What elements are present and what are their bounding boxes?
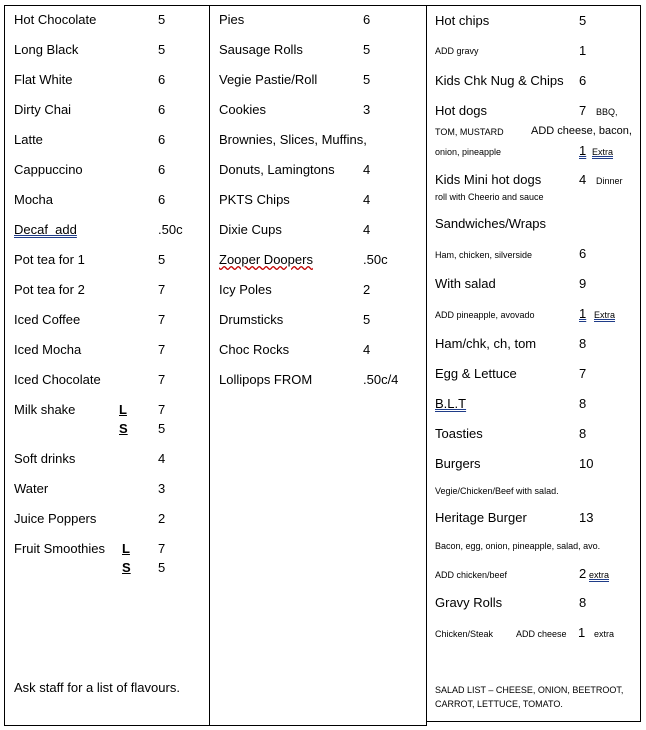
item-price: 5: [158, 252, 166, 267]
kids-nuggets-price: 6: [579, 73, 587, 88]
smoothies-size-small: S: [122, 560, 131, 575]
item-price: 2: [363, 282, 371, 297]
item-name: Hot Chocolate: [14, 12, 97, 27]
item-price: 5: [158, 12, 166, 27]
item-name: PKTS Chips: [219, 192, 290, 207]
item-name: Decaf add: [14, 222, 77, 237]
blt-price: 8: [579, 396, 587, 411]
item-name: Brownies, Slices, Muffins,: [219, 132, 367, 147]
item-price: 5: [363, 312, 371, 327]
item-name: Sausage Rolls: [219, 42, 303, 57]
toasties-price: 8: [579, 426, 587, 441]
hot-dogs-name: Hot dogs: [435, 103, 488, 118]
kids-nuggets-name: Kids Chk Nug & Chips: [435, 73, 564, 88]
smoothies-name: Fruit Smoothies: [14, 541, 106, 556]
burgers-desc: Vegie/Chicken/Beef with salad.: [435, 486, 559, 496]
heritage-burger-price: 13: [579, 510, 594, 525]
item-name: Dixie Cups: [219, 222, 282, 237]
item-name: Mocha: [14, 192, 54, 207]
item-name: Dirty Chai: [14, 102, 72, 117]
item-name: Icy Poles: [219, 282, 272, 297]
item-price: 3: [363, 102, 371, 117]
milkshake-size-large: L: [119, 402, 127, 417]
item-price: 2: [158, 511, 166, 526]
item-name: Flat White: [14, 72, 73, 87]
item-name: Iced Mocha: [14, 342, 82, 357]
add-pineapple-extra-price: 1: [579, 306, 587, 321]
item-price: 7: [158, 282, 166, 297]
burgers-price: 10: [579, 456, 594, 471]
gravy-rolls-price: 8: [579, 595, 587, 610]
hot-chips-price: 5: [579, 13, 587, 28]
item-price: 4: [363, 162, 371, 177]
item-name: Donuts, Lamingtons: [219, 162, 335, 177]
kids-mini-price: 4: [579, 172, 587, 187]
smoothies-price-large: 7: [158, 541, 166, 556]
hot-chips-name: Hot chips: [435, 13, 490, 28]
add-pineapple-label: ADD pineapple, avovado: [435, 310, 535, 320]
item-name: Pot tea for 1: [14, 252, 85, 267]
hot-dogs-sauces: TOM, MUSTARD: [435, 127, 504, 137]
gravy-rolls-name: Gravy Rolls: [435, 595, 503, 610]
item-price: 4: [363, 342, 371, 357]
gravy-rolls-add: ADD cheese: [516, 629, 567, 639]
sandwiches-heading: Sandwiches/Wraps: [435, 216, 547, 231]
hot-dogs-price: 7: [579, 103, 587, 118]
egg-lettuce-name: Egg & Lettuce: [435, 366, 517, 381]
item-name: Cappuccino: [14, 162, 83, 177]
item-price: .50c/4: [363, 372, 399, 387]
egg-lettuce-price: 7: [579, 366, 587, 381]
item-price: 6: [158, 192, 166, 207]
item-name: Vegie Pastie/Roll: [219, 72, 318, 87]
add-pineapple-extra-label: Extra: [594, 310, 616, 320]
item-name: Cookies: [219, 102, 266, 117]
item-price: .50c: [158, 222, 183, 237]
blt-name: B.L.T: [435, 396, 467, 411]
item-price: .50c: [363, 252, 388, 267]
kids-mini-desc: roll with Cheerio and sauce: [435, 192, 544, 202]
item-name: Water: [14, 481, 49, 496]
item-name: Juice Poppers: [14, 511, 97, 526]
hot-dogs-extra-label: Extra: [592, 147, 614, 157]
kids-mini-dinner: Dinner: [596, 176, 623, 186]
milkshake-price-small: 5: [158, 421, 166, 436]
salad-list-line2: CARROT, LETTUCE, TOMATO.: [435, 699, 563, 709]
milkshake-price-large: 7: [158, 402, 166, 417]
item-price: 7: [158, 372, 166, 387]
add-chicken-price: 2: [579, 566, 587, 581]
item-price: 7: [158, 312, 166, 327]
item-name: Iced Coffee: [14, 312, 81, 327]
item-price: 4: [363, 222, 371, 237]
hot-dogs-toppings: onion, pineapple: [435, 147, 502, 157]
with-salad-price: 9: [579, 276, 587, 291]
heritage-burger-desc: Bacon, egg, onion, pineapple, salad, avo.: [435, 541, 601, 551]
milkshake-name: Milk shake: [14, 402, 76, 417]
item-price: 6: [158, 72, 166, 87]
item-name: Soft drinks: [14, 451, 76, 466]
smoothies-price-small: 5: [158, 560, 166, 575]
item-name: Iced Chocolate: [14, 372, 101, 387]
item-price: 5: [158, 42, 166, 57]
item-name: Drumsticks: [219, 312, 284, 327]
item-name: Pot tea for 2: [14, 282, 85, 297]
hot-dogs-add: ADD cheese, bacon,: [531, 125, 632, 137]
item-price: 6: [158, 132, 166, 147]
milkshake-size-small: S: [119, 421, 128, 436]
item-price: 3: [158, 481, 166, 496]
smoothies-size-large: L: [122, 541, 130, 556]
item-name: Zooper Doopers: [219, 252, 313, 267]
kids-mini-name: Kids Mini hot dogs: [435, 172, 542, 187]
gravy-rolls-desc: Chicken/Steak: [435, 629, 494, 639]
burgers-name: Burgers: [435, 456, 481, 471]
add-chicken-extra: extra: [589, 570, 610, 580]
item-name: Pies: [219, 12, 245, 27]
with-salad-name: With salad: [435, 276, 496, 291]
item-price: 6: [158, 102, 166, 117]
item-price: 5: [363, 72, 371, 87]
hot-dogs-extra-price: 1: [579, 143, 587, 158]
gravy-rolls-extra-label: extra: [594, 629, 615, 639]
add-chicken-label: ADD chicken/beef: [435, 570, 508, 580]
item-price: 4: [158, 451, 166, 466]
gravy-rolls-extra-price: 1: [578, 625, 586, 640]
salad-list-line1: SALAD LIST – CHEESE, ONION, BEETROOT,: [435, 685, 624, 695]
ham-chicken-price: 6: [579, 246, 587, 261]
item-price: 7: [158, 342, 166, 357]
ham-chk-name: Ham/chk, ch, tom: [435, 336, 537, 351]
ham-chicken-name: Ham, chicken, silverside: [435, 250, 533, 260]
item-name: Long Black: [14, 42, 79, 57]
flavours-note: Ask staff for a list of flavours.: [14, 680, 180, 695]
heritage-burger-name: Heritage Burger: [435, 510, 527, 525]
ham-chk-price: 8: [579, 336, 587, 351]
item-name: Latte: [14, 132, 43, 147]
item-price: 4: [363, 192, 371, 207]
item-name: Choc Rocks: [219, 342, 290, 357]
add-gravy-price: 1: [579, 43, 587, 58]
item-price: 5: [363, 42, 371, 57]
toasties-name: Toasties: [435, 426, 483, 441]
add-gravy-label: ADD gravy: [435, 46, 479, 56]
item-price: 6: [158, 162, 166, 177]
hot-dogs-bbq: BBQ,: [596, 107, 618, 117]
item-price: 6: [363, 12, 371, 27]
item-name: Lollipops FROM: [219, 372, 313, 387]
